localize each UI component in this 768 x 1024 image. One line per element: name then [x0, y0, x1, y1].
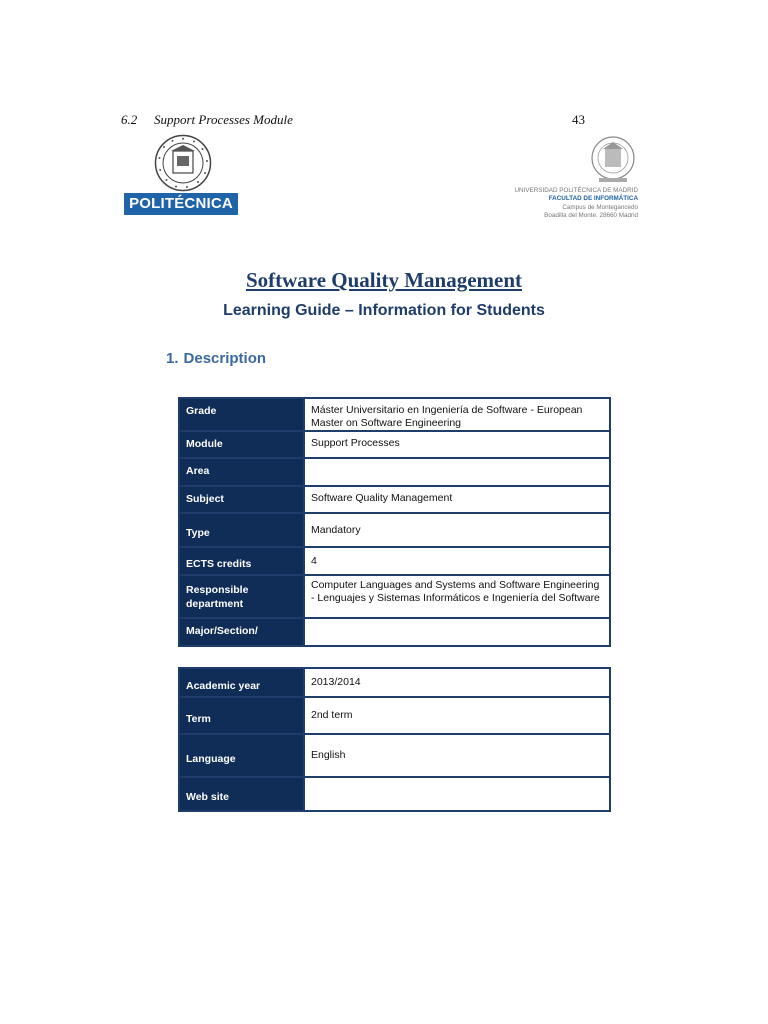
faculty-address-block — [480, 187, 638, 220]
row-value-academic-year: 2013/2014 — [304, 668, 610, 697]
row-value-language: English — [304, 734, 610, 777]
row-value-major — [304, 618, 610, 646]
row-value-grade: Máster Universitario en Ingeniería de Software - European Master on Software Engineering — [304, 398, 610, 431]
table-row — [179, 575, 610, 618]
table-row — [179, 777, 610, 811]
row-label-subject: Subject — [179, 486, 304, 513]
row-value-area — [304, 458, 610, 486]
faculty-seal-icon — [589, 134, 637, 184]
table-row — [179, 486, 610, 513]
row-label-grade: Grade — [179, 398, 304, 431]
running-head-section-title: Support Processes Module — [154, 112, 293, 127]
campus-address: Boadilla del Monte. 28660 Madrid — [544, 211, 638, 219]
row-value-website — [304, 777, 610, 811]
document-title: Software Quality Management — [245, 268, 523, 292]
table-row — [179, 618, 610, 646]
row-label-academic-year: Academic year — [179, 668, 304, 697]
running-head-section-number: 6.2 — [121, 112, 138, 127]
section-number: 1. — [166, 350, 179, 367]
row-value-module: Support Processes — [304, 431, 610, 458]
table-row — [179, 431, 610, 458]
table-row — [179, 513, 610, 547]
row-label-major: Major/Section/ — [179, 618, 304, 646]
table-row — [179, 697, 610, 734]
table-row — [179, 734, 610, 777]
campus-name: Campus de Montegancedo — [562, 203, 638, 211]
faculty-name: FACULTAD DE INFORMÁTICA — [548, 195, 638, 203]
table-row — [179, 668, 610, 697]
row-label-area: Area — [179, 458, 304, 486]
row-label-type: Type — [179, 513, 304, 547]
section-title: Description — [183, 350, 267, 367]
table-row — [179, 398, 610, 431]
table-row — [179, 458, 610, 486]
university-name: UNIVERSIDAD POLITÉCNICA DE MADRID — [514, 187, 638, 194]
page-number: 43 — [572, 112, 585, 127]
row-value-department: Computer Languages and Systems and Software Engineering - Lenguajes y Sistemas Informáticos e Ingeniería del Software — [304, 575, 610, 618]
row-value-term: 2nd term — [304, 697, 610, 734]
document-subtitle: Learning Guide – Information for Students — [223, 302, 545, 319]
politecnica-logo: POLITÉCNICA — [124, 193, 238, 215]
row-label-term: Term — [179, 697, 304, 734]
row-value-ects: 4 — [304, 547, 610, 575]
row-label-module: Module — [179, 431, 304, 458]
running-head — [121, 112, 585, 128]
row-value-subject: Software Quality Management — [304, 486, 610, 513]
row-label-language: Language — [179, 734, 304, 777]
table-row — [179, 547, 610, 575]
row-label-department: Responsible department — [179, 575, 304, 618]
university-seal-icon — [154, 134, 212, 192]
academic-table — [178, 667, 611, 812]
description-table — [178, 397, 611, 647]
row-value-type: Mandatory — [304, 513, 610, 547]
row-label-website: Web site — [179, 777, 304, 811]
row-label-ects: ECTS credits — [179, 547, 304, 575]
section-heading — [166, 350, 266, 367]
